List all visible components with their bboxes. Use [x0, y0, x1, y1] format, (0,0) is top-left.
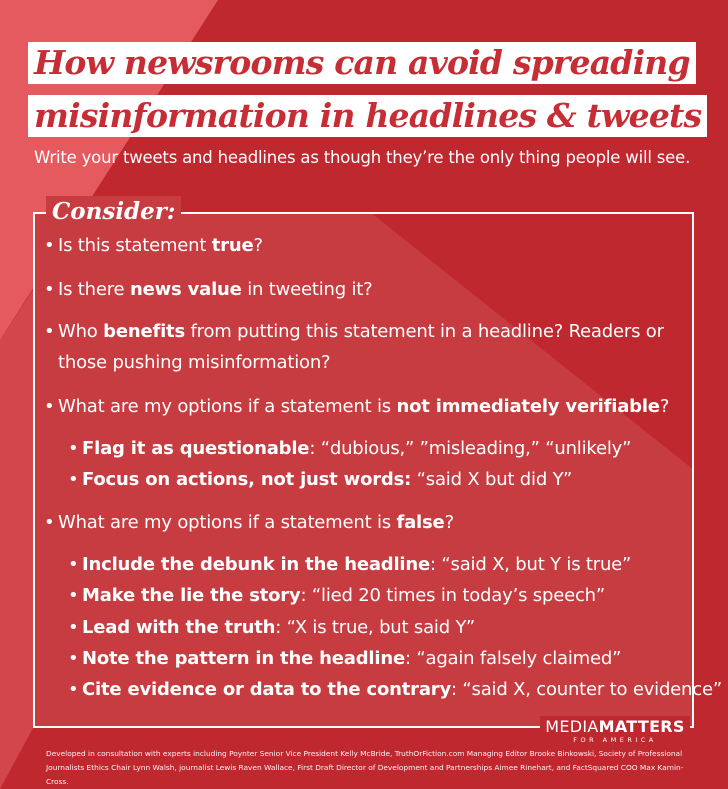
list-item: • What are my options if a statement is false?	[44, 507, 454, 538]
list-item: • Is there news value in tweeting it?	[44, 274, 372, 305]
list-item: • Include the debunk in the headline: “said X, but Y is true”	[68, 549, 631, 580]
bullet: •	[44, 396, 55, 417]
headline-line-2: misinformation in headlines & tweets	[28, 95, 707, 137]
footer-credits: Developed in consultation with experts including Poynter Senior Vice President Kelly McBride, TruthOrFiction.com Managing Editor Brooke Binkowski, Society of Professional Journalists Ethics Chair Lynn Walsh, journalist Lewis Raven Wallace, First Draft Director of Development and Partnerships Aimee Rinehart, and FactSquared COO Max Kamin-Cross.	[46, 749, 684, 786]
bullet: •	[44, 512, 55, 533]
media-matters-logo: MEDIAMATTERS FOR AMERICA	[540, 716, 690, 744]
bullet: •	[68, 554, 79, 575]
list-item: • Make the lie the story: “lied 20 times in today’s speech”	[68, 580, 605, 611]
bullet: •	[68, 679, 79, 700]
bullet: •	[68, 617, 79, 638]
list-item: • Flag it as questionable: “dubious,” ”misleading,” “unlikely”	[68, 433, 631, 464]
list-item: • Who benefits from putting this statement in a headline? Readers or those pushing misinformation?	[44, 316, 664, 378]
bullet: •	[44, 235, 55, 256]
headline-line-1: How newsrooms can avoid spreading	[28, 42, 696, 84]
bullet: •	[68, 585, 79, 606]
list-item: • Lead with the truth: “X is true, but said Y”	[68, 612, 475, 643]
subtitle: Write your tweets and headlines as though they’re the only thing people will see.	[34, 148, 691, 167]
list-item: • Focus on actions, not just words: “said X but did Y”	[68, 464, 572, 495]
list-item: • Is this statement true?	[44, 230, 263, 261]
bullet: •	[68, 648, 79, 669]
bullet: •	[68, 469, 79, 490]
bullet: •	[68, 438, 79, 459]
list-item: • Note the pattern in the headline: “again falsely claimed”	[68, 643, 621, 674]
bullet: •	[44, 321, 55, 342]
bullet: •	[44, 279, 55, 300]
list-item: • Cite evidence or data to the contrary: “said X, counter to evidence”	[68, 674, 722, 705]
list-item: • What are my options if a statement is not immediately verifiable?	[44, 391, 669, 422]
consider-label: Consider:	[46, 196, 181, 228]
